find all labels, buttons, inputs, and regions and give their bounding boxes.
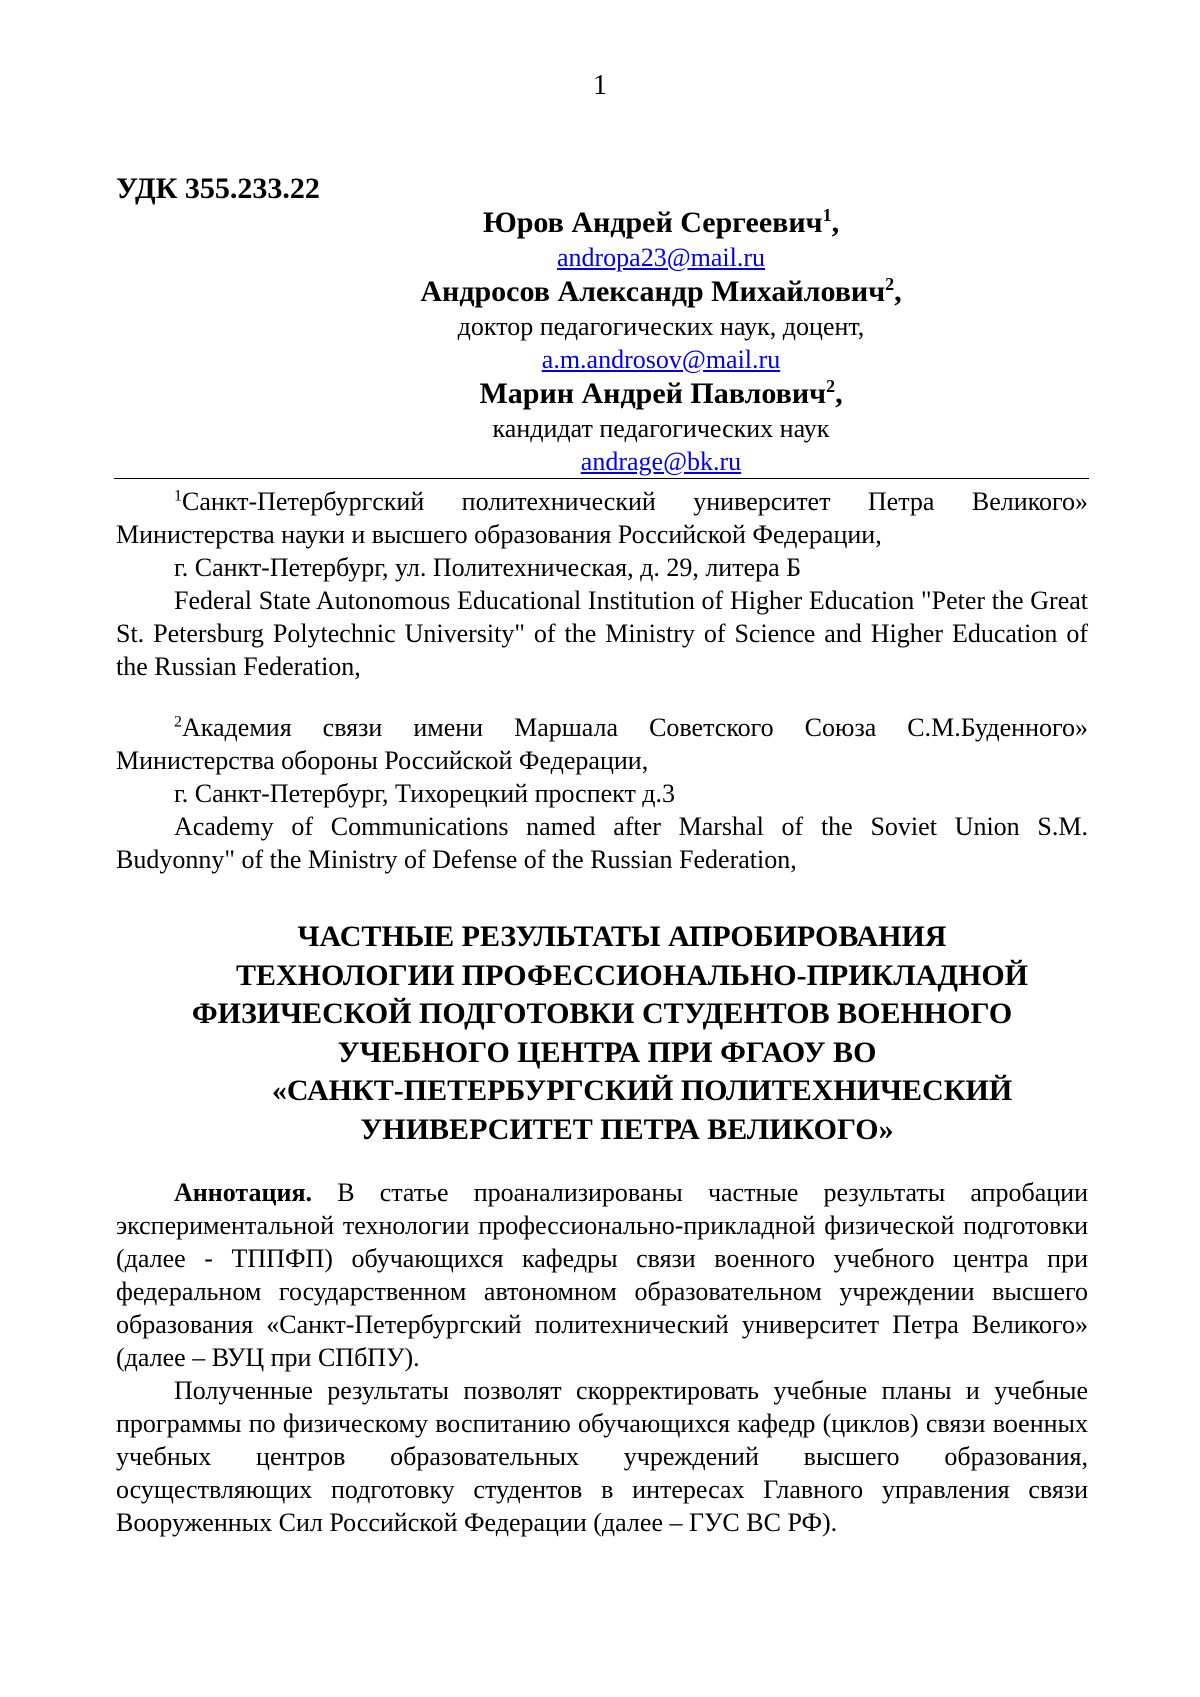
affiliation-mark: 1 bbox=[174, 487, 182, 505]
author-email-link[interactable]: a.m.androsov@mail.ru bbox=[541, 345, 781, 374]
abstract-paragraph: Аннотация. В статье проанализированы частные результаты апробации экспериментальной технологии профессионально-прикладной физической подготовки (далее - ТППФП) обучающихся кафедры связи военного учебного центра при федеральном государственном автономном образовательном учреждении высшего образования «Санкт-Петербургский политехнический университет Петра Великого» (далее – ВУЦ при СПбПУ). bbox=[116, 1178, 1088, 1372]
affiliation-address: г. Санкт-Петербург, Тихорецкий проспект д.3 bbox=[174, 779, 676, 808]
authors-block bbox=[116, 205, 1086, 478]
udk-code: УДК 355.233.22 bbox=[116, 172, 320, 205]
title-line: УЧЕБНОГО ЦЕНТРА ПРИ ФГАОУ ВО bbox=[337, 1035, 877, 1069]
author-email-link[interactable]: andrage@bk.ru bbox=[580, 447, 742, 476]
abstract-label: Аннотация. bbox=[174, 1178, 313, 1207]
separator-rule bbox=[114, 478, 1089, 479]
affiliation-2 bbox=[116, 711, 1088, 876]
affiliation-1 bbox=[116, 485, 1088, 683]
affiliation-org-en: Academy of Communications named after Marshal of the Soviet Union S.M. Budyonny" of the Ministry of Defense of the Russian Federation, bbox=[116, 812, 1088, 874]
author-degree: кандидат педагогических наук bbox=[492, 414, 830, 443]
article-title bbox=[116, 918, 1088, 1149]
author-affiliation-mark: 2 bbox=[885, 274, 895, 294]
title-line: УНИВЕРСИТЕТ ПЕТРА ВЕЛИКОГО» bbox=[360, 1112, 894, 1146]
title-line: ТЕХНОЛОГИИ ПРОФЕССИОНАЛЬНО-ПРИКЛАДНОЙ bbox=[235, 958, 1029, 992]
abstract-paragraph: Полученные результаты позволят скорректировать учебные планы и учебные программы по физическому воспитанию обучающихся кафедр (циклов) связи военных учебных центров образовательных учреждений высшего образования, осуществляющих подготовку студентов в интересах Главного управления связи Вооруженных Сил Российской Федерации (далее – ГУС ВС РФ). bbox=[116, 1376, 1088, 1537]
title-line: «САНКТ-ПЕТЕРБУРГСКИЙ ПОЛИТЕХНИЧЕСКИЙ bbox=[271, 1074, 1013, 1107]
page-number: 1 bbox=[593, 70, 607, 101]
author-name: Андросов Александр Михайлович$^2$, bbox=[420, 274, 902, 308]
author-name: Юров Андрей Сергеевич$^1$, bbox=[482, 205, 840, 239]
affiliation-mark: 2 bbox=[174, 713, 182, 731]
author-email-line bbox=[116, 445, 1086, 478]
author-email-line bbox=[116, 343, 1086, 376]
author-affiliation-mark: 1 bbox=[822, 205, 832, 225]
affiliation-org-ru: $^2$Академия связи имени Маршала Советского Союза С.М.Буденного» Министерства обороны Российской Федерации, bbox=[116, 713, 1088, 775]
affiliation-address: г. Санкт-Петербург, ул. Политехническая, д. 29, литера Б bbox=[174, 553, 802, 582]
author-affiliation-mark: 2 bbox=[826, 376, 836, 396]
affiliation-org-en: Federal State Autonomous Educational Institution of Higher Education "Peter the Great St. Petersburg Polytechnic University" of the Ministry of Science and Higher Education of the Russian Federation, bbox=[116, 586, 1088, 681]
title-line: ФИЗИЧЕСКОЙ ПОДГОТОВКИ СТУДЕНТОВ ВОЕННОГО bbox=[191, 997, 1013, 1030]
title-line: ЧАСТНЫЕ РЕЗУЛЬТАТЫ АПРОБИРОВАНИЯ bbox=[297, 920, 947, 953]
author-email-line bbox=[116, 241, 1086, 274]
affiliation-org-ru: $^1$Санкт-Петербургский политехнический университет Петра Великого» Министерства науки и высшего образования Российской Федерации, bbox=[116, 487, 1088, 549]
author-email-link[interactable]: andropa23@mail.ru bbox=[556, 243, 766, 272]
author-degree: доктор педагогических наук, доцент, bbox=[457, 312, 865, 341]
abstract bbox=[116, 1176, 1088, 1539]
author-name: Марин Андрей Павлович$^2$, bbox=[479, 376, 843, 410]
